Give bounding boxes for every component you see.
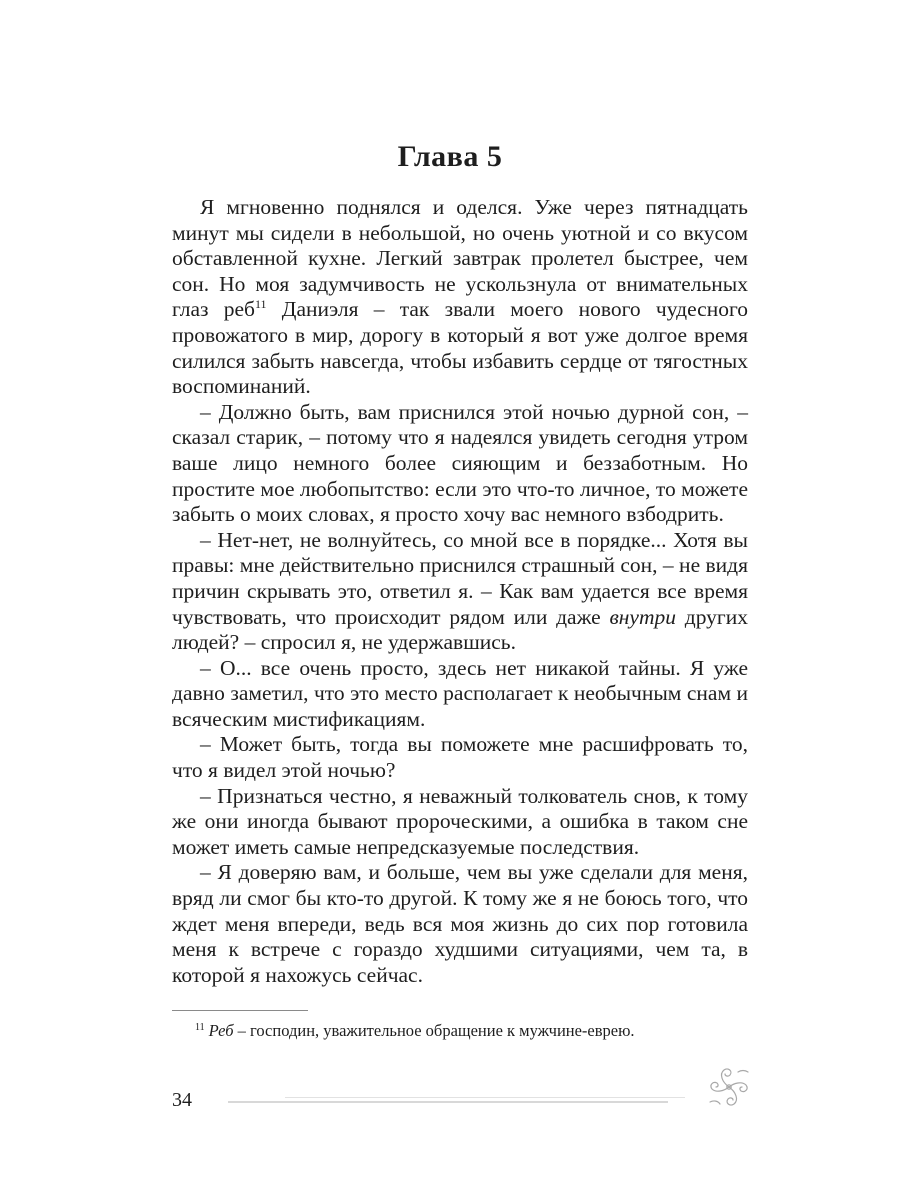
paragraph-2: – Должно быть, вам приснился этой ночью дурной сон, – сказал старик, – потому что я надеялся увидеть сегодня утром ваше лицо немного более сияющим и беззаботным. Но простите мое любопытство: если это что-то личное, то можете забыть о моих словах, я просто хочу вас немного взбодрить. <box>172 399 748 527</box>
chapter-title: Глава 5 <box>397 140 503 173</box>
paragraph-5: – Может быть, тогда вы поможете мне расшифровать то, что я видел этой ночью? <box>172 732 748 783</box>
footer-rule <box>228 1101 668 1103</box>
footnote-text: – господин, уважительное обращение к мужчине-еврею. <box>233 1021 635 1040</box>
paragraph-6: – Признаться честно, я неважный толкователь снов, к тому же они иногда бывают пророческими, а ошибка в таком сне может иметь самые непредсказуемые последствия. <box>172 783 748 859</box>
paragraph-3-text-b: других людей? – спросил я, не удержавшись. <box>172 604 748 655</box>
emphasis-word: внутри <box>609 604 677 629</box>
page-number: 34 <box>172 1089 192 1111</box>
footnote <box>195 1021 755 1041</box>
paragraph-7: – Я доверяю вам, и больше, чем вы уже сделали для меня, вряд ли смог бы кто-то другой. К тому же я не боюсь того, что ждет меня впереди, ведь вся моя жизнь до сих пор готовила меня к встрече с гораздо худшими ситуациями, чем та, в которой я нахожусь сейчас. <box>172 860 748 987</box>
paragraph-3-text-a: – Нет-нет, не волнуйтесь, со мной все в порядке... Хотя вы правы: мне действительно приснился страшный сон, – не видя причин скрывать это, ответил я. – Как вам удается все время чувствовать, что происходит рядом или даже <box>172 527 748 629</box>
paragraph-4: – О... все очень просто, здесь нет никакой тайны. Я уже давно заметил, что это место располагает к необычным снам и всяческим мистификациям. <box>172 655 748 731</box>
body-text <box>172 195 748 988</box>
footnote-divider <box>172 1010 308 1011</box>
paragraph-1-text-b: Даниэля – так звали моего нового чудесного провожатого в мир, дорогу в который я вот уже долгое время силился забыть навсегда, чтобы избавить сердце от тягостных воспоминаний. <box>172 297 748 399</box>
paragraph-1-text-a: Я мгновенно поднялся и оделся. Уже через пятнадцать минут мы сидели в небольшой, но очень уютной и со вкусом обставленной кухне. Легкий завтрак пролетел быстрее, чем сон. Но моя задумчивость не ускользнула от внимательных глаз реб <box>172 195 748 322</box>
footnote-term: Реб <box>208 1021 234 1040</box>
footnote-reference[interactable]: 11 <box>254 297 267 312</box>
floral-ornament-icon <box>706 1064 752 1110</box>
paragraph-1 <box>172 195 748 400</box>
footnote-number: 11 <box>195 1021 205 1033</box>
paragraph-3 <box>172 528 748 656</box>
footer-rule-thin <box>285 1097 685 1098</box>
